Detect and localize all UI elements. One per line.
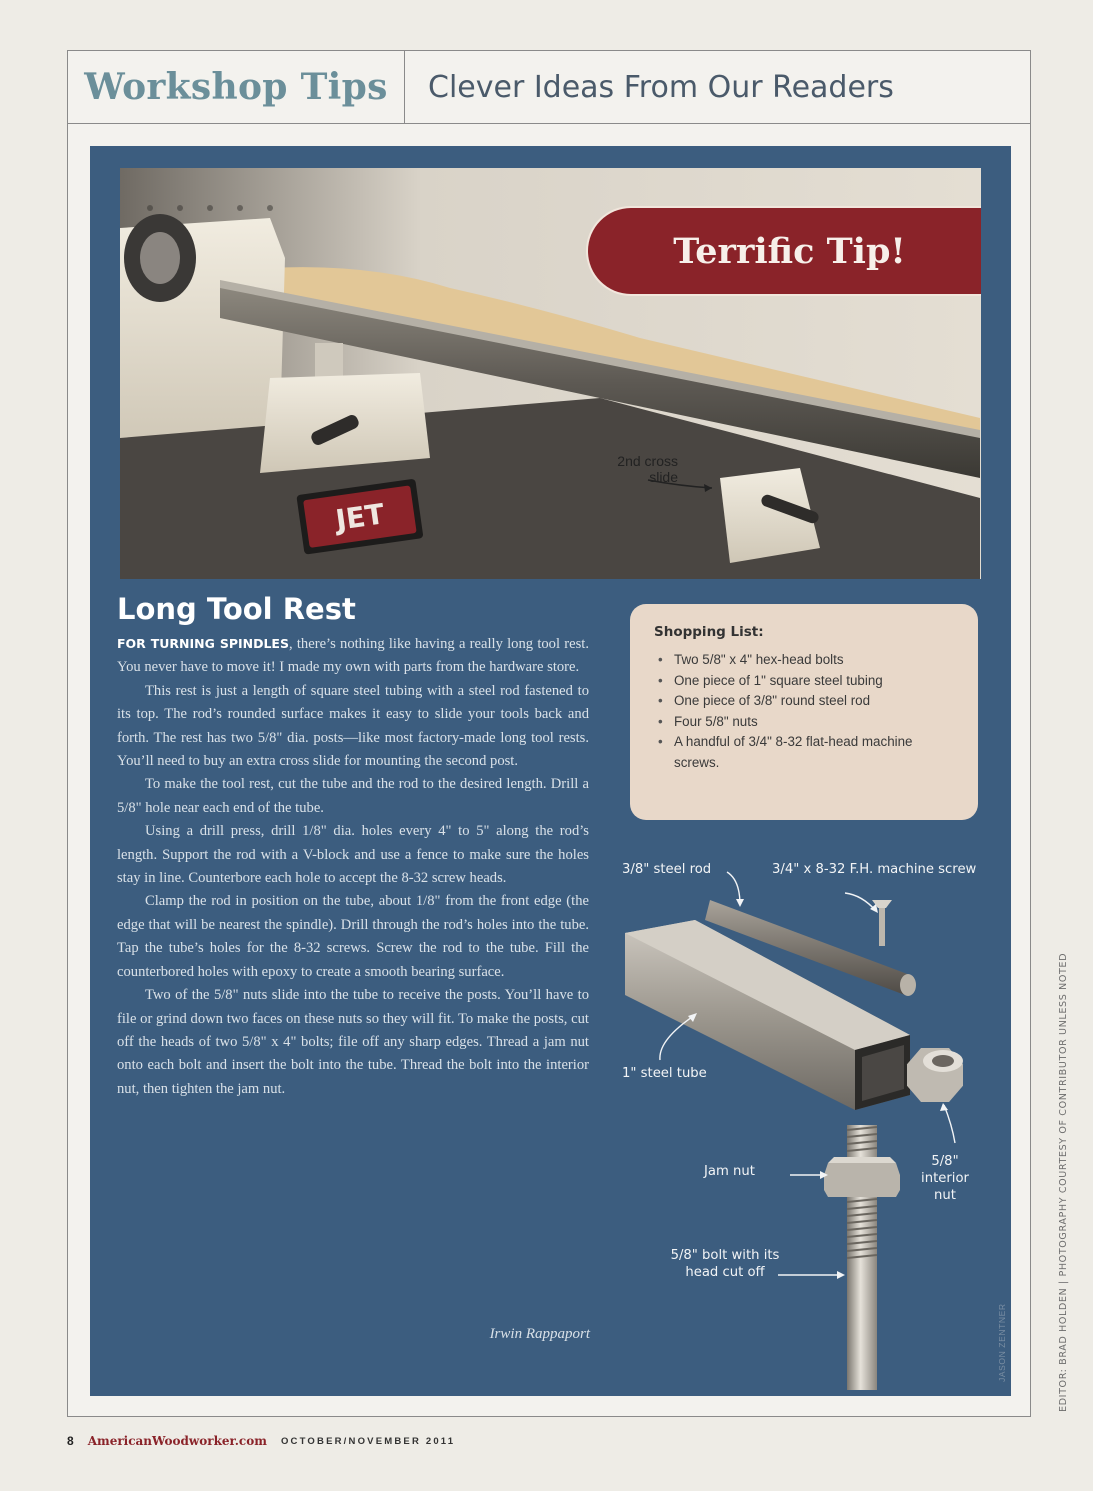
paragraph-1: FOR TURNING SPINDLES, there’s nothing like having a really long tool rest. You never have to move it! I made my own with parts from the hardware store.	[117, 636, 589, 676]
page-footer	[67, 1431, 667, 1451]
parts-diagram	[600, 845, 1010, 1390]
article-title: Long Tool Rest	[117, 592, 356, 626]
section-title: Workshop Tips	[68, 51, 405, 123]
lead-in: FOR TURNING SPINDLES	[117, 636, 289, 651]
jet-plate: JET	[333, 497, 387, 537]
list-item: • Two 5/8" x 4" hex-head bolts	[658, 650, 958, 671]
terrific-tip-banner: Terrific Tip!	[586, 206, 981, 296]
list-item: • One piece of 1" square steel tubing	[658, 671, 958, 692]
steel-tube-label: 1" steel tube	[622, 1066, 707, 1081]
paragraph-2: This rest is just a length of square steel tubing with a steel rod fastened to its top. The rod’s rounded surface makes it easy to slide your tools back and forth. The rest has two 5/8" dia. posts—like most factory-made long tool rests. You’ll need to buy an extra cross slide for mounting the second post.	[117, 682, 589, 770]
byline: Irwin Rappaport	[489, 1326, 590, 1342]
paragraph-5: Clamp the rod in position on the tube, about 1/8" from the front edge (the edge that will be nearest the spindle). Drill through the rod’s holes into the tube. Tap the tube’s holes for the 8-32 screws. Screw the rod to the tube. Fill the counterbored holes with epoxy to create a smooth bearing surface.	[117, 893, 589, 980]
page-header	[67, 50, 1031, 124]
list-item: • A handful of 3/4" 8-32 flat-head machine screws.	[658, 732, 958, 773]
paragraph-4: Using a drill press, drill 1/8" dia. holes every 4" to 5" along the rod’s length. Support the rod with a V-block and use a fence to make sure the holes stay in line. Counterbore each hole to accept the 8-32 screw heads.	[117, 823, 589, 887]
bolt-label: 5/8" bolt with its head cut off	[670, 1248, 780, 1280]
page-number: 8	[67, 1434, 74, 1448]
site-link[interactable]: AmericanWoodworker.com	[87, 1434, 267, 1448]
article-body	[117, 632, 589, 1101]
section-subtitle: Clever Ideas From Our Readers	[428, 69, 894, 105]
issue-date: OCTOBER/NOVEMBER 2011	[280, 1435, 456, 1447]
exploded-diagram	[600, 845, 1010, 1390]
list-item: • Four 5/8" nuts	[658, 712, 958, 733]
cross-slide-label: 2nd cross slide	[617, 453, 678, 485]
shopping-list-items	[654, 650, 958, 773]
paragraph-3: To make the tool rest, cut the tube and the rod to the desired length. Drill a 5/8" hole near each end of the tube.	[117, 776, 589, 816]
steel-rod-label: 3/8" steel rod	[622, 862, 712, 877]
machine-screw-label: 3/4" x 8-32 F.H. machine screw	[772, 862, 977, 877]
interior-nut-label: 5/8" interior nut	[921, 1154, 969, 1203]
shopping-list	[630, 604, 978, 820]
jam-nut-label: Jam nut	[704, 1164, 755, 1179]
illustrator-credit: JASON ZENTNER	[997, 1303, 1007, 1382]
list-item: • One piece of 3/8" round steel rod	[658, 691, 958, 712]
shopping-list-title: Shopping List:	[654, 624, 764, 640]
photo-credit: EDITOR: BRAD HOLDEN | PHOTOGRAPHY COURTESY OF CONTRIBUTOR UNLESS NOTED	[1058, 952, 1069, 1412]
paragraph-6: Two of the 5/8" nuts slide into the tube to receive the posts. You’ll have to file or grind down two faces on these nuts so they will fit. To make the posts, cut off the heads of two 5/8" x 4" bolts; file off any sharp edges. Thread a jam nut onto each bolt and insert the bolt into the tube. Thread the bolt into the interior nut, then tighten the jam nut.	[117, 987, 589, 1097]
